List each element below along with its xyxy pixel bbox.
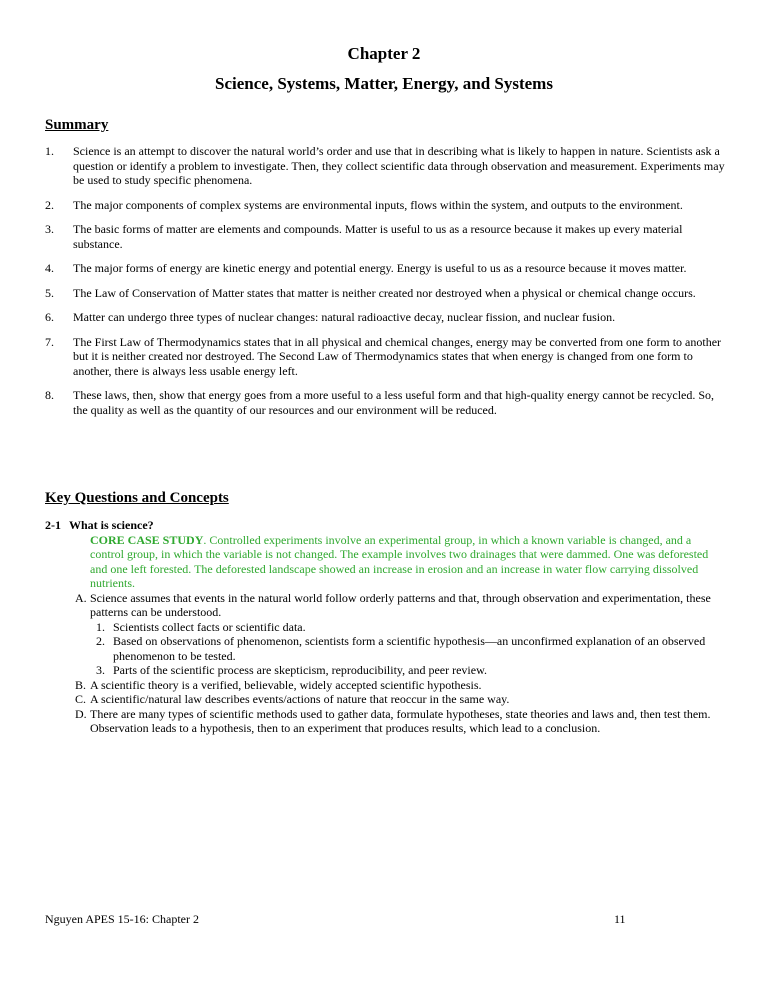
summary-item xyxy=(45,388,725,417)
sub-concept-item xyxy=(96,634,725,663)
summary-item-text: The First Law of Thermodynamics states that in all physical and chemical changes, energy may be converted from one form to another but it is neither created nor destroyed. The Second Law of Thermodynamics states that when energy is changed from one form to another, there is always less usable energy left. xyxy=(73,334,722,378)
concept-letter: D. xyxy=(75,706,87,721)
concept-text: A scientific theory is a verified, believable, widely accepted scientific hypothesis. xyxy=(90,677,482,692)
key-question-section xyxy=(45,518,725,736)
sub-concept-item xyxy=(96,620,725,635)
concept-item xyxy=(75,678,725,693)
summary-item-number: 4. xyxy=(45,261,54,275)
chapter-title: Science, Systems, Matter, Energy, and Systems xyxy=(215,74,553,93)
footer-course-label: Nguyen APES 15-16: Chapter 2 xyxy=(45,912,199,926)
sub-concept-number: 3. xyxy=(96,663,105,677)
summary-item-number: 1. xyxy=(45,144,54,158)
sub-concept-item xyxy=(96,663,725,678)
key-question-number: 2-1 xyxy=(45,518,61,532)
case-study-label: CORE CASE STUDY xyxy=(90,532,204,547)
concept-text: Science assumes that events in the natural world follow orderly patterns and that, through observation and experimentation, these patterns can be understood. xyxy=(90,590,711,619)
concept-letter: B. xyxy=(75,677,87,692)
concept-item xyxy=(75,591,725,678)
summary-item-text: These laws, then, show that energy goes from a more useful to a less useful form and that high-quality energy cannot be recycled. So, the quality as well as the quantity of our resources and our environment will be reduced. xyxy=(73,388,715,417)
summary-item xyxy=(45,286,725,301)
summary-item-text: Matter can undergo three types of nuclear changes: natural radioactive decay, nuclear fission, and nuclear fusion. xyxy=(73,310,616,324)
page-number: 11 xyxy=(614,912,626,926)
summary-item-number: 3. xyxy=(45,222,54,236)
key-question-title xyxy=(45,518,725,533)
summary-heading: Summary xyxy=(45,117,109,133)
summary-item xyxy=(45,310,725,325)
chapter-label: Chapter 2 xyxy=(347,44,421,63)
summary-item-text: The Law of Conservation of Matter states that matter is neither created nor destroyed when a physical or chemical change occurs. xyxy=(73,285,696,300)
sub-concept-text: Scientists collect facts or scientific data. xyxy=(113,619,306,634)
summary-item-number: 2. xyxy=(45,197,54,212)
summary-item-text: The major forms of energy are kinetic energy and potential energy. Energy is useful to us as a resource because it moves matter. xyxy=(73,261,687,275)
summary-item-text: Science is an attempt to discover the natural world’s order and use that in describing what is likely to happen in nature. Scientists ask a question or identify a problem to investigate. Then, they collect scientific data through observation and measurement. Experiments may be used to study specific phenomena. xyxy=(73,144,725,187)
summary-item-number: 8. xyxy=(45,388,54,402)
concept-list xyxy=(75,591,725,736)
summary-item xyxy=(45,198,725,213)
sub-concept-number: 1. xyxy=(96,619,105,634)
key-question-text: What is science? xyxy=(69,518,154,532)
summary-item-number: 7. xyxy=(45,334,54,349)
sub-concept-list xyxy=(96,620,725,678)
concept-letter: C. xyxy=(75,692,87,706)
concept-text: A scientific/natural law describes events/actions of nature that reoccur in the same way. xyxy=(90,692,510,706)
summary-item-number: 6. xyxy=(45,310,54,324)
summary-item xyxy=(45,144,725,188)
sub-concept-text: Parts of the scientific process are skepticism, reproducibility, and peer review. xyxy=(113,663,487,677)
concept-letter: A. xyxy=(75,590,87,605)
sub-concept-text: Based on observations of phenomenon, scientists form a scientific hypothesis—an unconfirmed explanation of an observed phenomenon to be tested. xyxy=(113,634,706,663)
summary-item-text: The major components of complex systems are environmental inputs, flows within the system, and outputs to the environment. xyxy=(73,197,683,212)
summary-item xyxy=(45,335,725,379)
summary-list xyxy=(45,144,725,427)
key-questions-heading: Key Questions and Concepts xyxy=(45,490,229,506)
summary-item xyxy=(45,261,725,276)
case-study-text: . Controlled experiments involve an experimental group, in which a known variable is changed, and a control group, in which the variable is not changed. The example involves two drainages that were dammed. One was deforested and one left forested. The deforested landscape showed an increase in erosion and an increase in water flow carrying dissolved nutrients. xyxy=(90,532,709,590)
core-case-study xyxy=(90,533,725,591)
concept-text: There are many types of scientific methods used to gather data, formulate hypotheses, state theories and laws and, then test them. Observation leads to a hypothesis, then to an experiment that produces results, which lead to a conclusion. xyxy=(90,706,711,735)
summary-item-text: The basic forms of matter are elements and compounds. Matter is useful to us as a resource because it makes up every material substance. xyxy=(73,222,683,251)
summary-item-number: 5. xyxy=(45,285,54,300)
summary-item xyxy=(45,222,725,251)
concept-item xyxy=(75,692,725,707)
sub-concept-number: 2. xyxy=(96,634,105,648)
concept-item xyxy=(75,707,725,736)
